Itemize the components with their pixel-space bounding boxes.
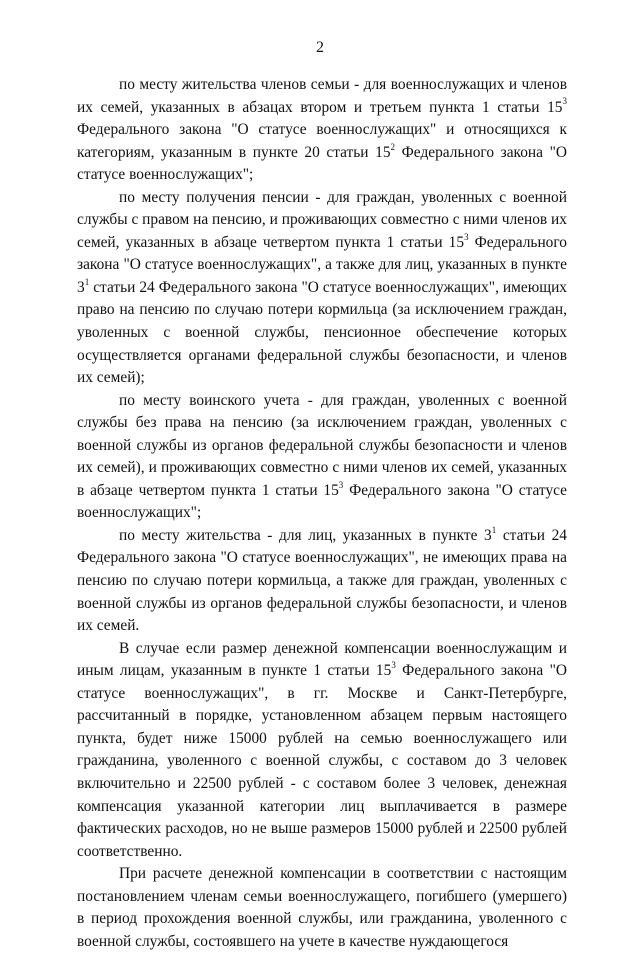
page-number: 2 xyxy=(316,39,324,56)
text-run: по месту жительства членов семьи - для военнослужащих и членов их семей, указанных в абзацах втором и третьем пункта 1 статьи 15 xyxy=(77,76,567,116)
text-run: Федерального закона "О статусе военнослужащих"; xyxy=(77,143,567,184)
superscript: 3 xyxy=(464,231,469,242)
text-run: Федерального закона "О статусе военнослужащих" и относящихся к категориям, указанным в пункте 20 статьи 15 xyxy=(77,121,567,161)
text-run: статьи 24 Федерального закона "О статусе военнослужащих", имеющих право на пенсию по случаю потери кормильца (за исключением граждан, уволенных с военной службы, пенсионное обеспечение которых осуществляется органами федеральной службы безопасности, и членов их семей); xyxy=(77,278,567,387)
paragraph-3 xyxy=(77,390,567,525)
superscript: 1 xyxy=(84,276,90,287)
paragraph-1 xyxy=(77,74,567,187)
superscript: 3 xyxy=(562,96,567,107)
paragraph-5 xyxy=(77,638,567,863)
text-run: Федерального закона "О статусе военнослужащих", а также для лиц, указанных в пункте 3 xyxy=(77,233,567,296)
superscript: 3 xyxy=(338,479,344,490)
text-run: В случае если размер денежной компенсации военнослужащим и иным лицам, указанным в пункте 1 статьи 15 xyxy=(77,639,567,680)
superscript: 2 xyxy=(390,141,396,152)
text-run: по месту воинского учета - для граждан, уволенных с военной службы без права на пенсию (за исключением граждан, уволенных с военной службы из органов федеральной службы безопасности и членов их семей), и проживающих совместно с ними членов их семей, указанных в абзаце четвертом пункта 1 статьи 15 xyxy=(77,391,567,499)
text-run: по месту получения пенсии - для граждан, уволенных с военной службы с правом на пенсию, и проживающих совместно с ними членов их семей, указанных в абзаце четвертом пункта 1 статьи 15 xyxy=(77,188,567,251)
paragraph-2 xyxy=(77,187,567,390)
text-run: по месту жительства - для лиц, указанных в пункте 3 xyxy=(119,526,492,544)
superscript: 1 xyxy=(491,524,497,535)
document-body xyxy=(77,74,567,953)
text-run: статьи 24 Федерального закона "О статусе военнослужащих", не имеющих права на пенсию по случаю потери кормильца, а также для граждан, уволенных с военной службы из органов федеральной службы безопасности, и членов их семей. xyxy=(77,526,567,635)
text-run: Федерального закона "О статусе военнослужащих", в гг. Москве и Санкт-Петербурге, рассчитанный в порядке, установленном абзацем первым настоящего пункта, будет ниже 15000 рублей на семью военнослужащего или гражданина, уволенного с военной службы, с составом до 3 человек включительно и 22500 рублей - с составом более 3 человек, денежная компенсация указанной категории лиц выплачивается в размере фактических расходов, но не выше размеров 15000 рублей и 22500 рублей соответственно. xyxy=(77,662,567,860)
text-run: При расчете денежной компенсации в соответствии с настоящим постановлением членам семьи военнослужащего, погибшего (умершего) в период прохождения военной службы, или гражданина, уволенного с военной службы, состоявшего на учете в качестве нуждающегося xyxy=(77,865,567,950)
text-run: Федерального закона "О статусе военнослужащих"; xyxy=(77,481,567,522)
paragraph-4 xyxy=(77,525,567,638)
paragraph-6 xyxy=(77,863,567,953)
superscript: 3 xyxy=(391,660,396,671)
